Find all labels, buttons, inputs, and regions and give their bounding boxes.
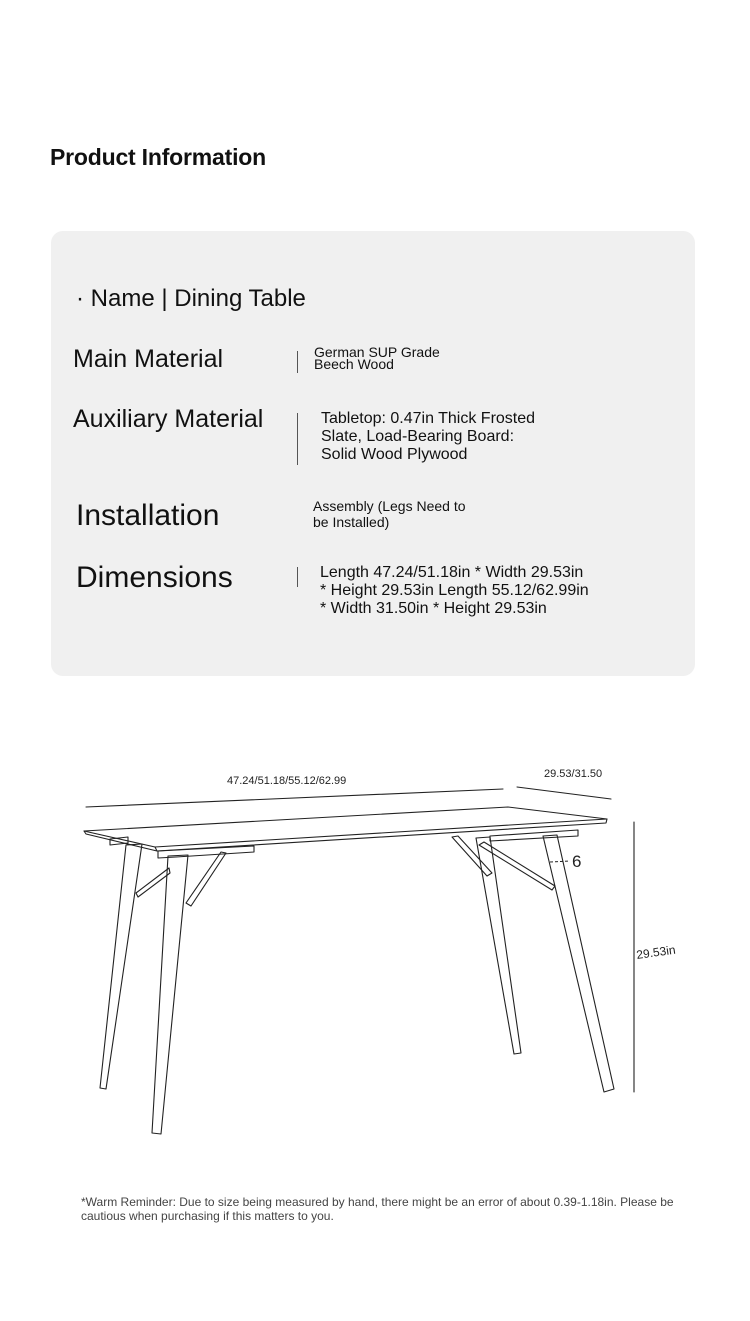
tabletop-outline: [84, 807, 607, 851]
leg-front-left: [152, 855, 188, 1134]
main-material-value: German SUP Grade Beech Wood: [314, 344, 440, 372]
leg-back-right: [476, 837, 521, 1054]
length-label: 47.24/51.18/55.12/62.99: [227, 775, 347, 787]
width-label: 29.53/31.50: [544, 768, 603, 780]
auxiliary-material-divider: [297, 413, 298, 465]
product-info-card: [51, 231, 695, 676]
table-dimension-diagram: [0, 740, 750, 1160]
leg-front-right: [543, 835, 614, 1092]
auxiliary-material-value: Tabletop: 0.47in Thick Frosted Slate, Load-Bearing Board: Solid Wood Plywood: [321, 410, 536, 463]
angle-indicator: [550, 861, 570, 862]
height-label: 29.53in: [635, 942, 677, 962]
angle-label: 6: [572, 852, 582, 871]
auxiliary-material-label: Auxiliary Material: [73, 405, 264, 433]
length-dimension-line: [86, 789, 503, 807]
dimensions-divider: [297, 567, 298, 587]
dimensions-label: Dimensions: [76, 561, 233, 594]
dimensions-value: Length 47.24/51.18in * Width 29.53in * Height 29.53in Length 55.12/62.99in * Width 31.50in * Height 29.53in: [320, 564, 589, 617]
apron-block-left: [110, 837, 128, 845]
brace-right-front: [479, 842, 555, 890]
brace-right-back: [452, 836, 492, 876]
brace-front: [186, 852, 226, 906]
product-name: · Name | Dining Table: [76, 285, 306, 312]
width-dimension-line: [517, 787, 611, 799]
apron-block-right: [490, 830, 578, 841]
main-material-divider: [297, 351, 298, 373]
brace-left: [136, 868, 170, 897]
warm-reminder: *Warm Reminder: Due to size being measured by hand, there might be an error of about 0.39-1.18in. Please be cautious when purchasing if this matters to you.: [81, 1195, 674, 1223]
installation-label: Installation: [76, 499, 220, 532]
page-title: Product Information: [50, 144, 266, 170]
leg-back-left: [100, 844, 142, 1089]
main-material-label: Main Material: [73, 345, 224, 373]
installation-value: Assembly (Legs Need to be Installed): [313, 498, 466, 530]
